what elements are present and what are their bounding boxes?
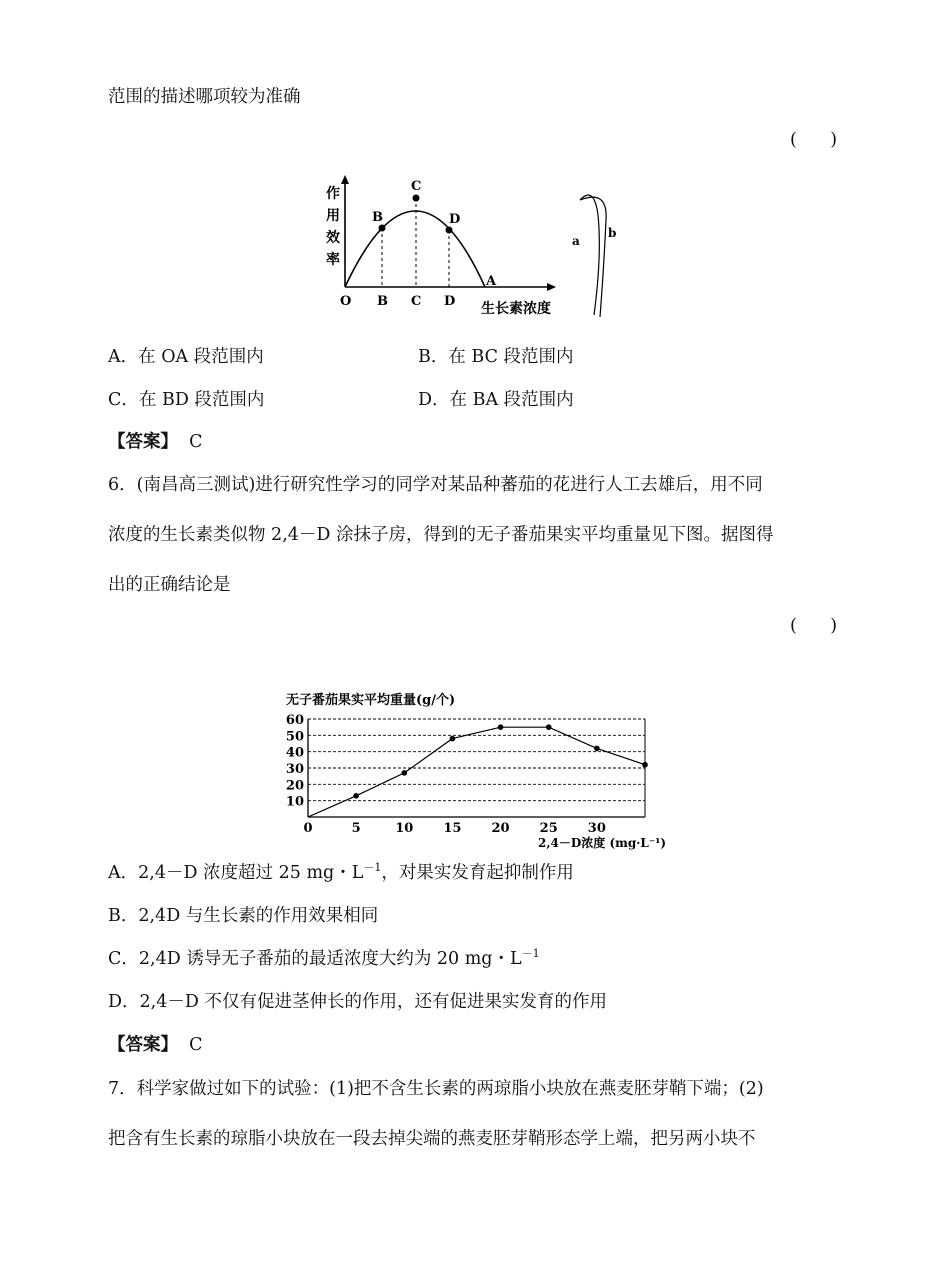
q5-figure [318, 175, 618, 325]
data-point [594, 746, 600, 752]
q5-x-tick-c: C [411, 294, 422, 309]
q5-option-d: D．在 BA 段范围内 [418, 390, 574, 410]
q5-text-tail: 范围的描述哪项较为准确 [108, 87, 301, 107]
q6-answer-label: 【答案】 [108, 1035, 178, 1055]
q6-text-line-2: 浓度的生长素类似物 2,4－D 涂抹子房，得到的无子番茄果实平均重量见下图。据图得 [108, 525, 774, 545]
q6-option-c-main: C．2,4D 诱导无子番茄的最适浓度大约为 20 mg・L [108, 949, 522, 969]
x-tick-label: 10 [395, 821, 414, 836]
q6-answer [108, 1034, 203, 1056]
q5-y-label-4: 率 [326, 252, 340, 268]
data-point [353, 793, 359, 799]
q5-y-label-3: 效 [326, 230, 340, 246]
q5-stem-label-a: a [572, 234, 580, 248]
x-tick-label: 30 [587, 821, 606, 836]
data-point [401, 770, 407, 776]
x-tick-label: 20 [491, 821, 510, 836]
q5-answer-value: C [189, 432, 203, 452]
q6-option-b: B．2,4D 与生长素的作用效果相同 [108, 906, 379, 926]
data-point [498, 724, 504, 730]
q5-option-a: A．在 OA 段范围内 [108, 347, 264, 367]
q6-option-a-tail: ，对果实发育起抑制作用 [381, 863, 574, 883]
y-tick-label: 60 [285, 713, 304, 728]
q5-stem-label-b: b [608, 226, 617, 240]
y-tick-label: 20 [285, 778, 304, 794]
q5-option-b: B．在 BC 段范围内 [418, 347, 574, 367]
x-tick-label: 5 [351, 821, 361, 836]
y-tick-label: 50 [285, 729, 304, 745]
q5-answer [108, 431, 203, 453]
q6-answer-value: C [189, 1035, 203, 1055]
x-tick-label: 25 [539, 821, 558, 836]
x-tick-label: 15 [443, 821, 462, 836]
q5-point-c [413, 195, 420, 202]
q5-point-label-a: A [486, 274, 497, 289]
q5-point-label-c: C [411, 179, 422, 194]
q6-series-line [308, 727, 645, 817]
q6-text-line-1: 6．(南昌高三测试)进行研究性学习的同学对某品种蕃茄的花进行人工去雄后，用不同 [108, 475, 763, 495]
q6-text-line-3: 出的正确结论是 [108, 575, 231, 595]
q5-answer-label: 【答案】 [108, 432, 178, 452]
q5-x-axis-label: 生长素浓度 [481, 301, 551, 317]
q7-text-line-2: 把含有生长素的琼脂小块放在一段去掉尖端的燕麦胚芽鞘形态学上端，把另两小块不 [108, 1129, 756, 1149]
q5-point-label-d: D [449, 212, 461, 227]
q5-point-b [379, 225, 386, 232]
data-point [642, 762, 648, 768]
q6-option-c [108, 948, 540, 970]
q5-x-arrow [547, 283, 556, 291]
q5-y-label-1: 作 [326, 186, 340, 202]
q6-option-d: D．2,4－D 不仅有促进茎伸长的作用，还有促进果实发育的作用 [108, 992, 607, 1012]
q5-answer-bracket: ( ) [790, 130, 838, 150]
data-point [450, 736, 456, 742]
x-tick-label: 0 [303, 821, 313, 836]
q5-stem-left-edge [580, 195, 599, 315]
q6-line-chart [280, 686, 680, 856]
q6-option-a [108, 862, 574, 884]
q6-option-a-sup: －1 [363, 861, 382, 875]
q5-origin-label: O [340, 294, 352, 309]
data-point [546, 724, 552, 730]
q6-option-a-main: A．2,4－D 浓度超过 25 mg・L [108, 863, 364, 883]
q5-stem-right-edge [580, 197, 606, 317]
y-tick-label: 30 [285, 762, 304, 777]
q5-x-tick-d: D [444, 294, 456, 309]
q5-y-arrow [341, 175, 349, 184]
q6-option-c-sup: －1 [521, 947, 540, 961]
q5-y-label-2: 用 [326, 208, 340, 224]
y-tick-label: 40 [285, 745, 304, 761]
q7-text-line-1: 7．科学家做过如下的试验：(1)把不含生长素的两琼脂小块放在燕麦胚芽鞘下端；(2) [108, 1079, 764, 1099]
q5-point-label-b: B [372, 210, 383, 225]
q6-answer-bracket: ( ) [790, 616, 838, 636]
y-tick-label: 10 [285, 794, 304, 810]
chart-title: 无子番茄果实平均重量(g/个) [286, 693, 456, 708]
q5-point-d [446, 227, 453, 234]
q5-curve [345, 211, 485, 287]
q5-option-c: C．在 BD 段范围内 [108, 390, 265, 410]
chart-x-axis-label: 2,4－D浓度 (mg·L⁻¹) [538, 836, 667, 850]
q5-x-tick-b: B [377, 294, 388, 309]
